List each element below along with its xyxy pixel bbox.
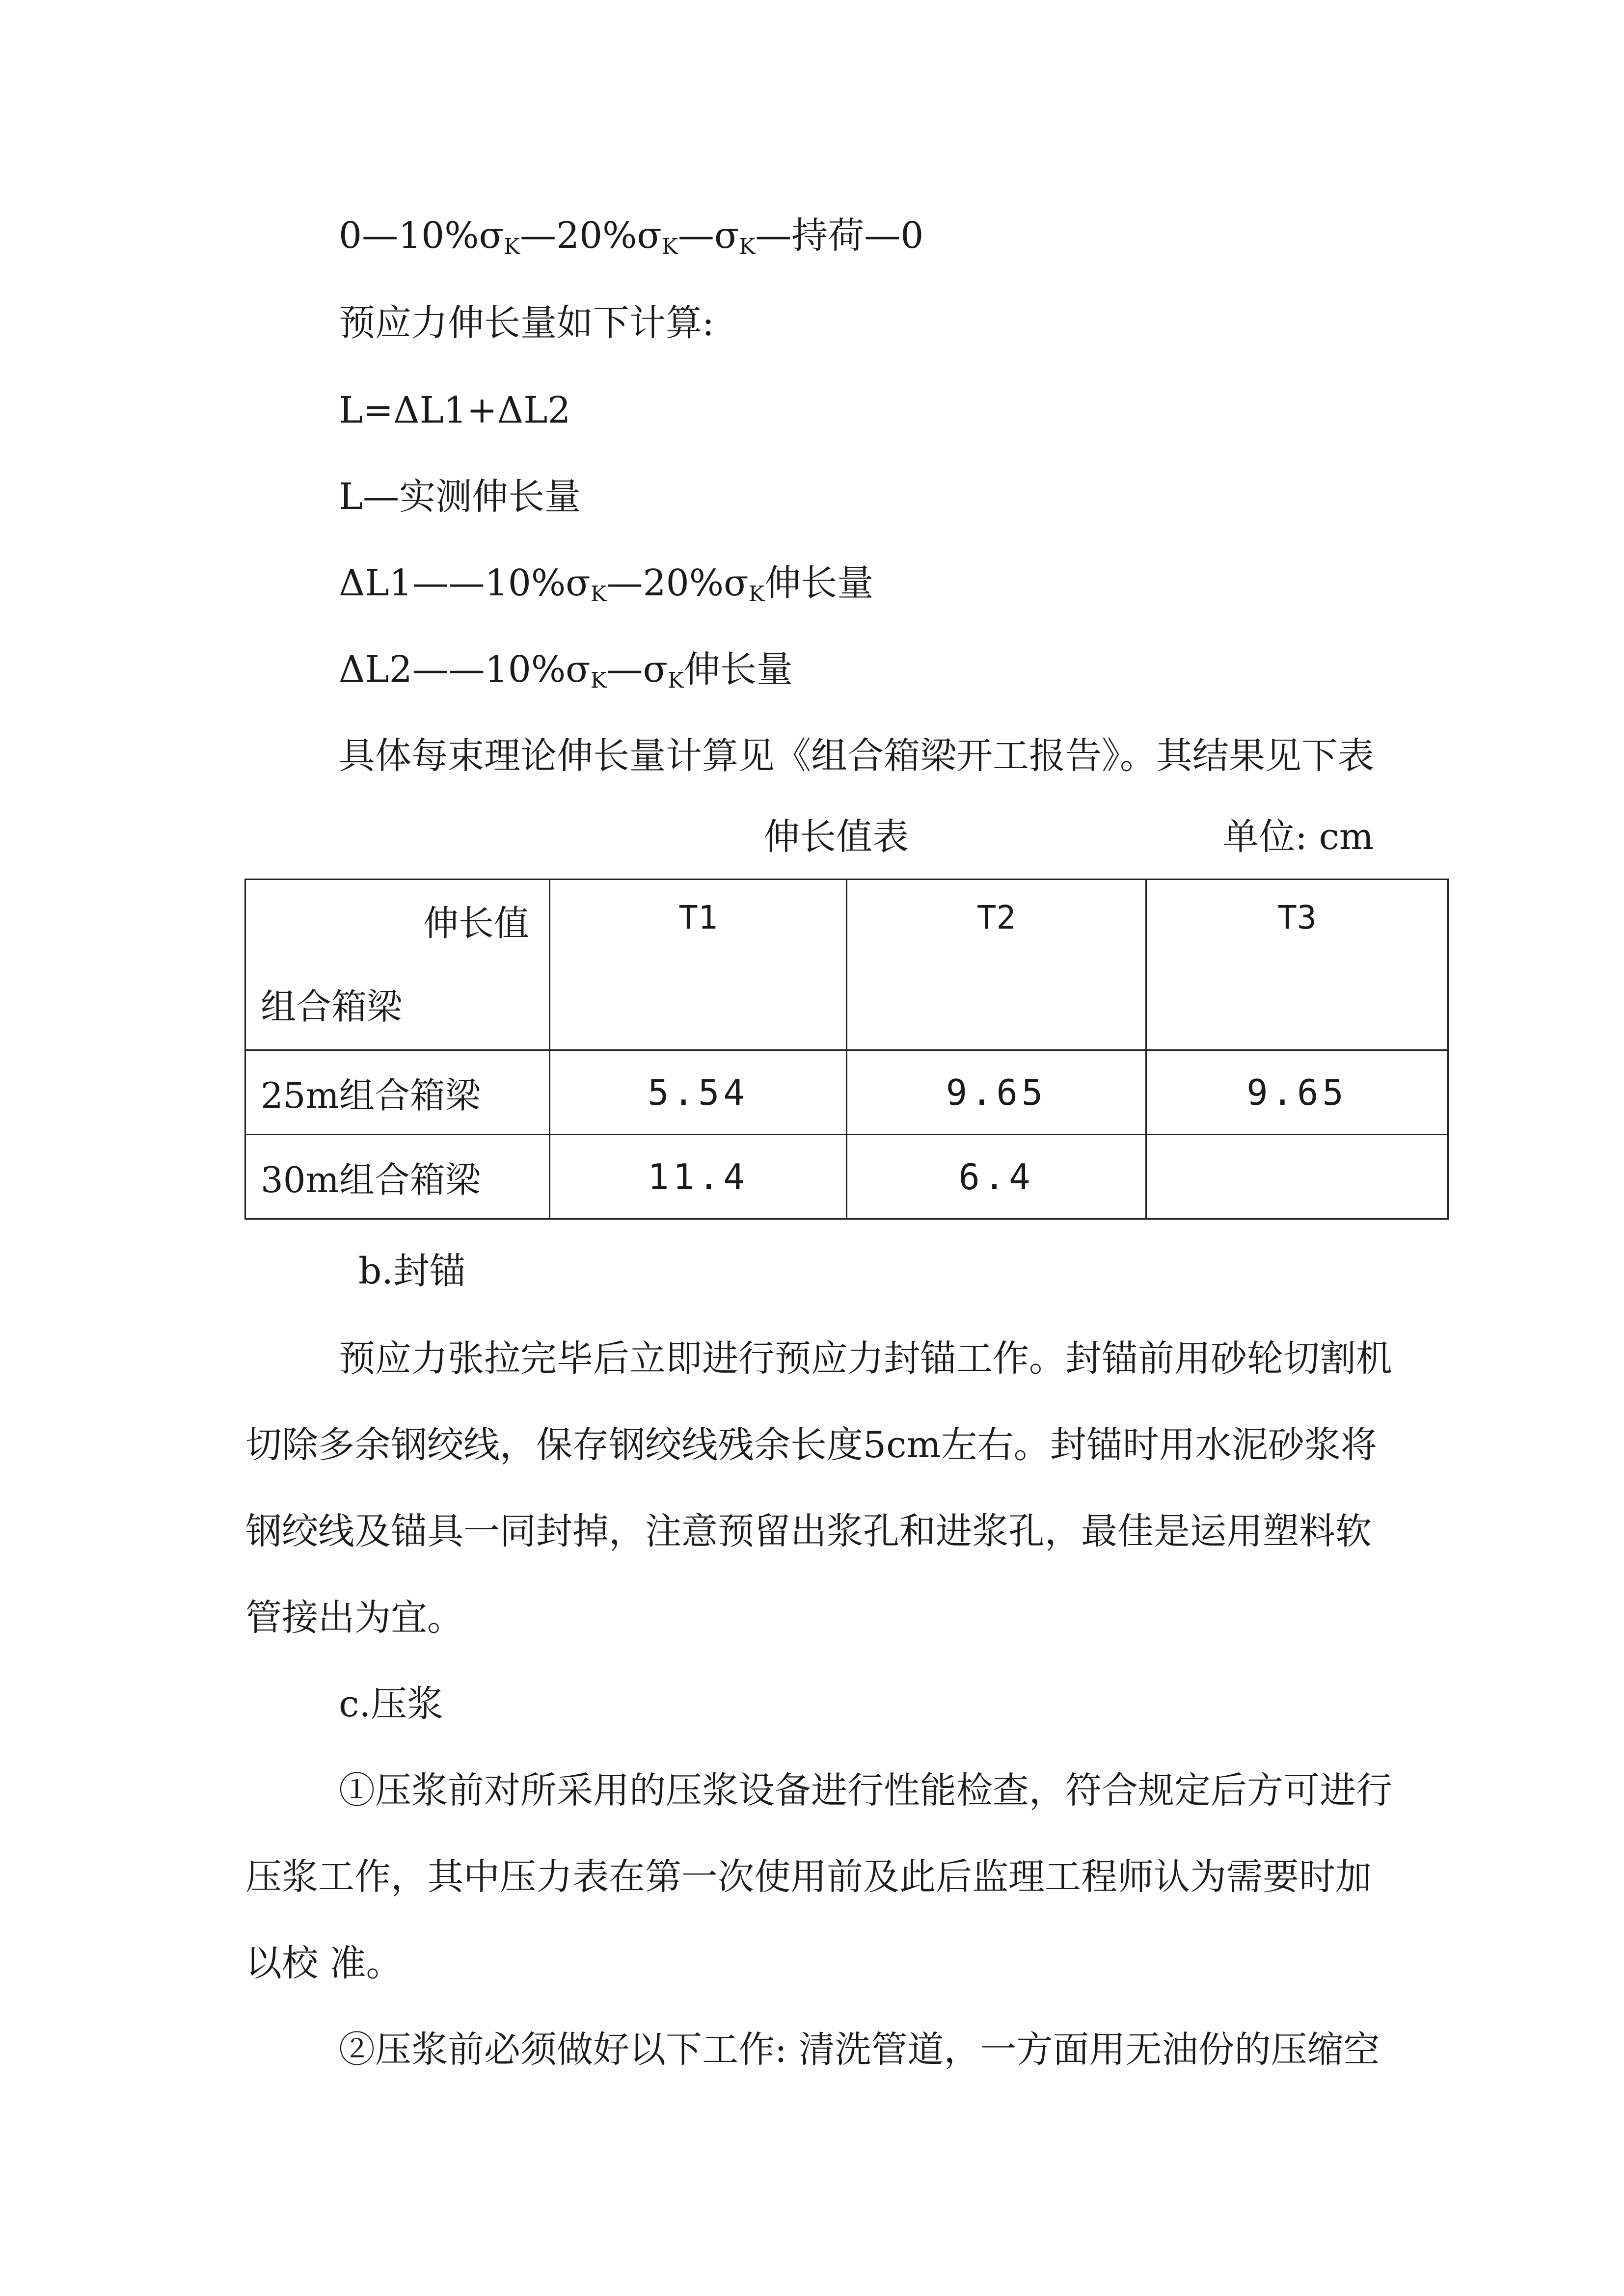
table-cell [1146,1135,1448,1219]
table-cell: 5.54 [550,1050,847,1135]
table-cell: 9.65 [1146,1050,1448,1135]
definition-part: 伸长量 [683,648,793,691]
elongation-equation: L=ΔL1+ΔL2 [339,389,571,431]
table-row [245,1135,1448,1219]
table-unit: 单位: cm [1222,816,1374,858]
table-title: 伸长值表 [763,816,909,858]
paragraph-line: ②压浆前必须做好以下工作: 清洗管道，一方面用无油份的压缩空 [339,2029,1380,2071]
definition-part: —σ [606,648,668,691]
tension-sequence-part: 0—10%σ [339,214,504,257]
row-label: 30m组合箱梁 [245,1135,550,1219]
tension-sequence-part: —20%σ [519,214,662,257]
definition-part: ΔL2——10%σ [339,648,591,691]
paragraph-line: 钢绞线及锚具一同封掉，注意预留出浆孔和进浆孔，最佳是运用塑料软 [245,1510,1372,1552]
table-corner-cell [245,880,550,1050]
table-cell: 6.4 [847,1135,1146,1219]
table-cell: 11.4 [550,1135,847,1219]
subscript: K [504,234,520,259]
paragraph-line: 以校 准。 [245,1942,403,1984]
subscript: K [668,668,684,693]
tension-sequence-part: —持荷—0 [755,214,924,257]
section-b-heading: b.封锚 [358,1250,466,1292]
paragraph-line: 切除多余钢绞线，保存钢绞线残余长度5cm左右。封锚时用水泥砂浆将 [245,1424,1377,1466]
column-header-t3: T3 [1146,880,1448,1050]
report-reference: 具体每束理论伸长量计算见《组合箱梁开工报告》。其结果见下表 [339,735,1374,777]
subscript: K [748,582,765,607]
definition-part: 伸长量 [764,562,874,604]
definition-part: —20%σ [606,562,749,604]
tension-sequence [339,211,923,271]
table-row [245,1050,1448,1135]
paragraph-line: 管接出为宜。 [245,1597,463,1639]
subscript: K [739,234,756,259]
definition-dL1 [339,559,873,619]
paragraph-line: 预应力张拉完毕后立即进行预应力封锚工作。封锚前用砂轮切割机 [339,1337,1392,1380]
section-c-heading: c.压浆 [339,1683,443,1725]
definition-L: L—实测伸长量 [339,476,581,518]
subscript: K [590,582,607,607]
header-elongation-label: 伸长值 [423,903,529,944]
subscript: K [590,668,607,693]
column-header-t1: T1 [550,880,847,1050]
row-label: 25m组合箱梁 [245,1050,550,1135]
elongation-table [244,879,1449,1220]
definition-part: ΔL1——10%σ [339,562,591,604]
subscript: K [661,234,678,259]
paragraph-line: 压浆工作，其中压力表在第一次使用前及此后监理工程师认为需要时加 [245,1856,1372,1898]
column-header-t2: T2 [847,880,1146,1050]
definition-dL2 [339,645,793,705]
tension-sequence-part: —σ [677,214,739,257]
header-beam-label: 组合箱梁 [261,986,403,1027]
table-cell: 9.65 [847,1050,1146,1135]
table-header-row [245,880,1448,1050]
calc-intro: 预应力伸长量如下计算: [339,302,714,344]
paragraph-line: ①压浆前对所采用的压浆设备进行性能检查，符合规定后方可进行 [339,1769,1392,1812]
